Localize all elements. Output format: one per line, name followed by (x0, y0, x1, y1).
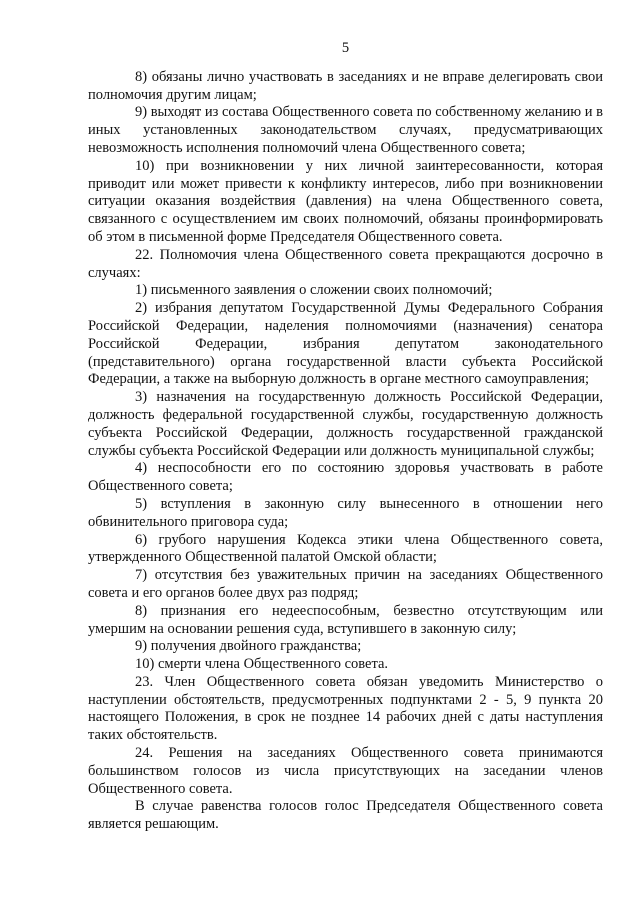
paragraph-case-5: 5) вступления в законную силу вынесенного в отношении него обвинительного приговора суда; (88, 495, 603, 530)
paragraph-case-10: 10) смерти члена Общественного совета. (135, 656, 389, 673)
paragraph-clause-23: 23. Член Общественного совета обязан уведомить Министерство о наступлении обстоятельств, предусмотренных подпунктами 2 - 5, 9 пункта 20 настоящего Положения, в срок не позднее 14 рабочих дней с даты наступления таких обстоятельств. (88, 673, 603, 744)
paragraph-item-8: 8) обязаны лично участвовать в заседаниях и не вправе делегировать свои полномочия другим лицам; (88, 68, 603, 103)
paragraph-case-9: 9) получения двойного гражданства; (135, 638, 362, 655)
paragraph-case-1: 1) письменного заявления о сложении своих полномочий; (135, 282, 493, 299)
paragraph-case-2: 2) избрания депутатом Государственной Думы Федерального Собрания Российской Федерации, наделения полномочиями (назначения) сенатора Российской Федерации, избрания депутатом законодательного (представительного) органа государственной власти субъекта Российской Федерации, а также на выборную должность в органе местного самоуправления; (88, 300, 603, 388)
paragraph-item-10: 10) при возникновении у них личной заинтересованности, которая приводит или может привести к конфликту интересов, либо при возникновении ситуации оказания воздействия (давления) на члена Общественного совета, связанного с осуществлением им своих полномочий, обязаны проинформировать об этом в письменной форме Председателя Общественного совета. (88, 157, 603, 245)
paragraph-case-7: 7) отсутствия без уважительных причин на заседаниях Общественного совета и его органов более двух раз подряд; (88, 567, 603, 601)
paragraph-case-6: 6) грубого нарушения Кодекса этики члена Общественного совета, утвержденного Общественной палатой Омской области; (88, 531, 603, 566)
paragraph-clause-22: 22. Полномочия члена Общественного совета прекращаются досрочно в случаях: (88, 246, 603, 281)
paragraph-case-4: 4) неспособности его по состоянию здоровья участвовать в работе Общественного совета; (88, 460, 603, 495)
paragraph-item-9: 9) выходят из состава Общественного совета по собственному желанию и в иных установленных законодательством случаях, предусматривающих невозможность исполнения полномочий члена Общественного совета; (88, 104, 603, 156)
paragraph-case-3: 3) назначения на государственную должность Российской Федерации, должность федеральной государственной службы, государственную должность субъекта Российской Федерации, должность государственной гражданской службы субъекта Российской Федерации или должность муниципальной службы; (88, 389, 603, 459)
paragraph-clause-24: 24. Решения на заседаниях Общественного совета принимаются большинством голосов из числа присутствующих на заседании членов Общественного совета. (88, 745, 603, 797)
paragraph-tie-rule: В случае равенства голосов голос Председателя Общественного совета является решающим. (88, 798, 603, 833)
paragraph-case-8: 8) признания его недееспособным, безвестно отсутствующим или умершим на основании решения суда, вступившего в законную силу; (88, 602, 603, 637)
page-number: 5 (341, 40, 350, 56)
document-body (88, 69, 603, 834)
